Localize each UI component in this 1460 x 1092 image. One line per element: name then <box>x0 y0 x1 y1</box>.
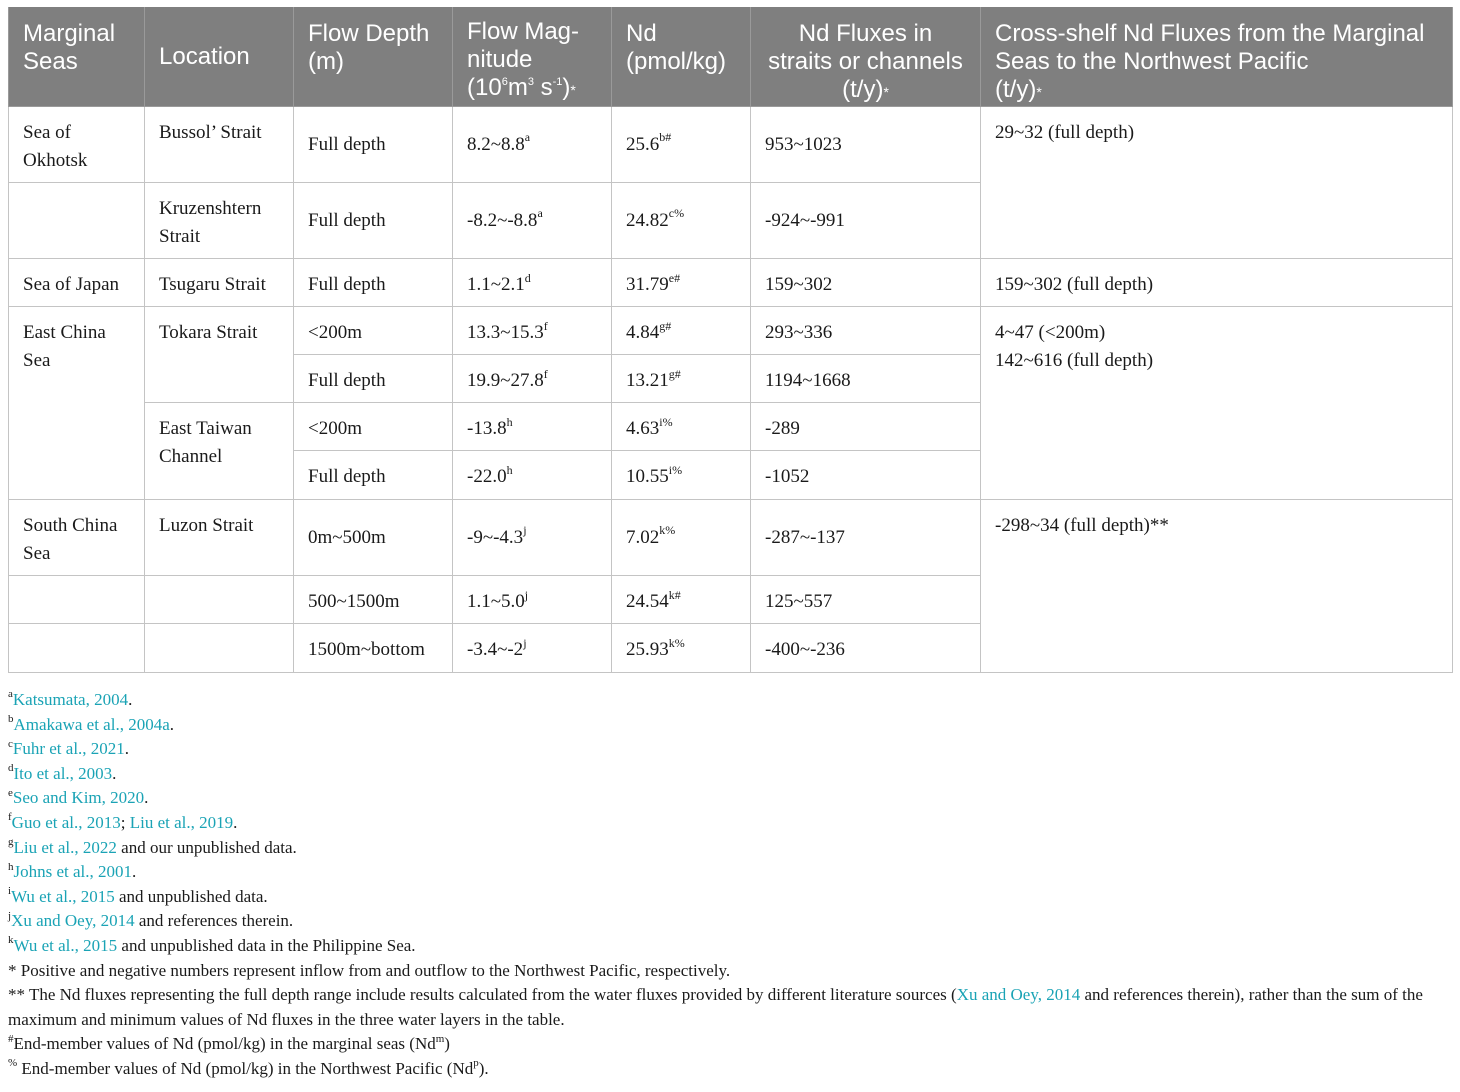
footnote-d: $^d$Ito et al., 2003. <box>8 762 117 783</box>
cell-flow-magnitude: 19.9~27.8$^f$ <box>453 355 612 403</box>
cell-flow-magnitude: 1.1~5.0$^j$ <box>453 576 612 624</box>
footnote-f: $^f$Guo et al., 2013; Liu et al., 2019. <box>8 811 238 832</box>
footnote-j: $^j$Xu and Oey, 2014 and references therein. <box>8 909 294 931</box>
nd-flux-table <box>8 7 1453 673</box>
reference-link[interactable]: Fuhr et al., 2021 <box>12 739 125 759</box>
cell-nd: $7.02^{k\%}$ <box>612 500 751 576</box>
reference-link[interactable]: Wu et al., 2015 <box>11 886 115 906</box>
header-cross-shelf-fluxes: Cross-shelf Nd Fluxes from the Marginal Seas to the Northwest Pacific (t/y)* <box>981 7 1453 107</box>
table-footnotes <box>8 688 1452 1082</box>
footnote-star: * Positive and negative numbers represent inflow from and outflow to the Northwest Pacific, respectively. <box>8 960 731 980</box>
footnote-g: $^g$Liu et al., 2022 and our unpublished data. <box>8 835 297 857</box>
cell-nd-flux: 159~302 <box>751 259 981 307</box>
reference-link[interactable]: Xu and Oey, 2014 <box>956 985 1081 1005</box>
cell-flow-magnitude: 1.1~2.1$^d$ <box>453 259 612 307</box>
cell-nd: $4.63^{i\%}$ <box>612 403 751 451</box>
cell-nd: $4.84^{g\#}$ <box>612 307 751 355</box>
reference-link[interactable]: Amakawa et al., 2004a <box>13 714 170 734</box>
cell-flow-depth: Full depth <box>294 355 453 403</box>
reference-link[interactable]: Johns et al., 2001 <box>13 862 133 882</box>
cell-flow-depth: 0m~500m <box>294 500 453 576</box>
footnote-h: $^h$Johns et al., 2001. <box>8 860 137 882</box>
cell-nd-flux: -1052 <box>751 451 981 500</box>
footnote-double-star: ** The Nd fluxes representing the full depth range include results calculated from the water fluxes provided by different literature sources (Xu and Oey, 2014 and references therein), rather than the sum of the maximum and minimum values of Nd fluxes in the three water layers in the table. <box>8 985 1423 1029</box>
cell-nd-flux: -287~-137 <box>751 500 981 576</box>
cell-nd: $24.82^{c\%}$ <box>612 183 751 259</box>
cell-marginal-sea: Sea of Okhotsk <box>9 107 145 183</box>
header-nd-fluxes: Nd Fluxes in straits or channels (t/y)* <box>751 7 981 107</box>
cell-location: Luzon Strait <box>145 500 294 576</box>
cell-flow-magnitude: -3.4~-2$^j$ <box>453 624 612 673</box>
footnote-b: $^b$Amakawa et al., 2004a. <box>8 712 174 734</box>
cell-flow-magnitude: 13.3~15.3$^f$ <box>453 307 612 355</box>
table-row <box>9 259 1453 307</box>
cell-cross-shelf: 159~302 (full depth) <box>981 259 1453 307</box>
cell-flow-depth: Full depth <box>294 259 453 307</box>
cell-nd: $31.79^{e\#}$ <box>612 259 751 307</box>
table-row <box>9 500 1453 576</box>
cell-cross-shelf: 4~47 (<200m) 142~616 (full depth) <box>981 307 1453 500</box>
cell-flow-depth: 500~1500m <box>294 576 453 624</box>
cell-cross-shelf: -298~34 (full depth)** <box>981 500 1453 673</box>
cell-flow-depth: <200m <box>294 307 453 355</box>
header-marginal-seas: Marginal Seas <box>9 7 145 107</box>
cell-location: Tsugaru Strait <box>145 259 294 307</box>
header-nd: Nd (pmol/kg) <box>612 7 751 107</box>
cell-flow-magnitude: -9~-4.3$^j$ <box>453 500 612 576</box>
cell-flow-depth: Full depth <box>294 107 453 183</box>
header-flow-magnitude: Flow Mag- nitude ($10^6m^3$ $s^{-1})*$ <box>453 7 612 107</box>
cell-marginal-sea <box>9 183 145 259</box>
cell-location: Kruzenshtern Strait <box>145 183 294 259</box>
cell-nd-flux: -400~-236 <box>751 624 981 673</box>
cell-flow-depth: 1500m~bottom <box>294 624 453 673</box>
cell-nd-flux: -924~-991 <box>751 183 981 259</box>
cell-flow-magnitude: -13.8$^h$ <box>453 403 612 451</box>
cell-nd: $13.21^{g\#}$ <box>612 355 751 403</box>
cell-location <box>145 624 294 673</box>
cell-nd-flux: 125~557 <box>751 576 981 624</box>
header-location: Location <box>145 7 294 107</box>
footnote-hash: #End-member values of Nd (pmol/kg) in the marginal seas (Nd$^m$) <box>8 1032 450 1054</box>
cell-marginal-sea: South China Sea <box>9 500 145 576</box>
cell-nd-flux: 953~1023 <box>751 107 981 183</box>
cell-cross-shelf: 29~32 (full depth) <box>981 107 1453 259</box>
header-row <box>9 7 1453 107</box>
cell-nd: $25.6^{b\#}$ <box>612 107 751 183</box>
cell-flow-magnitude: -22.0$^h$ <box>453 451 612 500</box>
reference-link[interactable]: Guo et al., 2013 <box>11 812 121 832</box>
cell-marginal-sea: Sea of Japan <box>9 259 145 307</box>
cell-nd-flux: 293~336 <box>751 307 981 355</box>
cell-marginal-sea <box>9 576 145 624</box>
reference-link[interactable]: Liu et al., 2019 <box>129 812 234 832</box>
cell-flow-depth: Full depth <box>294 183 453 259</box>
cell-location: Tokara Strait <box>145 307 294 403</box>
reference-link[interactable]: Katsumata, 2004 <box>12 690 129 709</box>
cell-flow-magnitude: -8.2~-8.8$^a$ <box>453 183 612 259</box>
cell-flow-depth: Full depth <box>294 451 453 500</box>
reference-link[interactable]: Liu et al., 2022 <box>13 837 117 857</box>
cell-nd: $25.93^{k\%}$ <box>612 624 751 673</box>
table-row <box>9 107 1453 183</box>
table-row <box>9 307 1453 355</box>
cell-flow-magnitude: 8.2~8.8$^a$ <box>453 107 612 183</box>
cell-nd: $10.55^{i\%}$ <box>612 451 751 500</box>
header-flow-depth: Flow Depth (m) <box>294 7 453 107</box>
cell-location: Bussol’ Strait <box>145 107 294 183</box>
cell-marginal-sea <box>9 624 145 673</box>
cell-nd-flux: 1194~1668 <box>751 355 981 403</box>
cell-location: East Taiwan Channel <box>145 403 294 500</box>
reference-link[interactable]: Xu and Oey, 2014 <box>11 911 135 931</box>
reference-link[interactable]: Seo and Kim, 2020 <box>12 788 145 808</box>
footnote-percent: % End-member values of Nd (pmol/kg) in the Northwest Pacific (Nd$^p$). <box>8 1057 489 1078</box>
cell-marginal-sea: East China Sea <box>9 307 145 500</box>
cell-nd-flux: -289 <box>751 403 981 451</box>
reference-link[interactable]: Wu et al., 2015 <box>13 935 118 955</box>
footnote-k: $^k$Wu et al., 2015 and unpublished data in the Philippine Sea. <box>8 934 416 955</box>
footnote-c: $^c$Fuhr et al., 2021. <box>8 737 130 759</box>
cell-flow-depth: <200m <box>294 403 453 451</box>
footnote-i: $^i$Wu et al., 2015 and unpublished data. <box>8 885 268 906</box>
table-container <box>8 7 1452 673</box>
footnote-e: $^e$Seo and Kim, 2020. <box>8 786 149 808</box>
cell-nd: $24.54^{k\#}$ <box>612 576 751 624</box>
footnote-a: $^a$Katsumata, 2004. <box>8 688 133 709</box>
reference-link[interactable]: Ito et al., 2003 <box>13 763 113 783</box>
cell-location <box>145 576 294 624</box>
